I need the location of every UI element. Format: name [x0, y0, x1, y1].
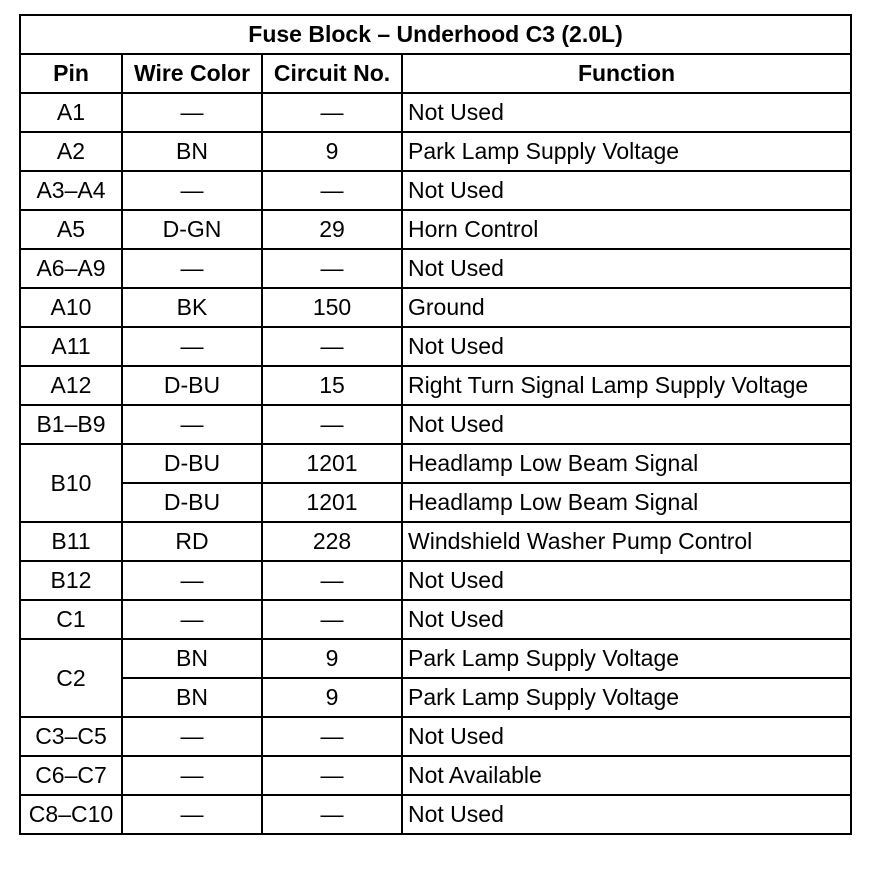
fuse-block-table: [19, 14, 852, 835]
function-cell: Park Lamp Supply Voltage: [402, 678, 851, 717]
function-cell: Ground: [402, 288, 851, 327]
function-cell: Headlamp Low Beam Signal: [402, 444, 851, 483]
wire-color-cell: —: [122, 171, 262, 210]
wire-color-cell: BN: [122, 639, 262, 678]
wire-color-cell: D-GN: [122, 210, 262, 249]
wire-color-cell: RD: [122, 522, 262, 561]
pin-cell: B12: [20, 561, 122, 600]
header-function: Function: [402, 54, 851, 93]
wire-color-cell: —: [122, 561, 262, 600]
circuit-no-cell: —: [262, 327, 402, 366]
function-cell: Right Turn Signal Lamp Supply Voltage: [402, 366, 851, 405]
table-row: [20, 171, 851, 210]
circuit-no-cell: —: [262, 171, 402, 210]
circuit-no-cell: —: [262, 600, 402, 639]
pin-cell: C6–C7: [20, 756, 122, 795]
circuit-no-cell: 9: [262, 639, 402, 678]
wire-color-cell: —: [122, 795, 262, 834]
pin-cell: A2: [20, 132, 122, 171]
table-row: [20, 327, 851, 366]
table-row: [20, 522, 851, 561]
table-row: [20, 444, 851, 483]
pin-cell: A1: [20, 93, 122, 132]
function-cell: Not Used: [402, 600, 851, 639]
pin-cell: A6–A9: [20, 249, 122, 288]
circuit-no-cell: —: [262, 717, 402, 756]
function-cell: Not Used: [402, 561, 851, 600]
function-cell: Not Available: [402, 756, 851, 795]
circuit-no-cell: 15: [262, 366, 402, 405]
circuit-no-cell: —: [262, 249, 402, 288]
header-wire-color: Wire Color: [122, 54, 262, 93]
table-row: [20, 639, 851, 678]
wire-color-cell: —: [122, 756, 262, 795]
header-circuit-no: Circuit No.: [262, 54, 402, 93]
wire-color-cell: —: [122, 600, 262, 639]
table-row: [20, 210, 851, 249]
function-cell: Not Used: [402, 405, 851, 444]
header-row: [20, 54, 851, 93]
circuit-no-cell: 1201: [262, 444, 402, 483]
pin-cell: C3–C5: [20, 717, 122, 756]
circuit-no-cell: 29: [262, 210, 402, 249]
circuit-no-cell: 228: [262, 522, 402, 561]
function-cell: Not Used: [402, 327, 851, 366]
table-row: [20, 678, 851, 717]
title-row: [20, 15, 851, 54]
header-pin: Pin: [20, 54, 122, 93]
function-cell: Not Used: [402, 93, 851, 132]
wire-color-cell: —: [122, 405, 262, 444]
circuit-no-cell: —: [262, 561, 402, 600]
function-cell: Headlamp Low Beam Signal: [402, 483, 851, 522]
table-row: [20, 366, 851, 405]
pin-cell: A12: [20, 366, 122, 405]
circuit-no-cell: 9: [262, 678, 402, 717]
function-cell: Horn Control: [402, 210, 851, 249]
wire-color-cell: —: [122, 93, 262, 132]
table-row: [20, 717, 851, 756]
function-cell: Not Used: [402, 249, 851, 288]
function-cell: Park Lamp Supply Voltage: [402, 132, 851, 171]
table-row: [20, 561, 851, 600]
circuit-no-cell: —: [262, 93, 402, 132]
pin-cell: A5: [20, 210, 122, 249]
table-row: [20, 249, 851, 288]
table-row: [20, 483, 851, 522]
pin-cell: A3–A4: [20, 171, 122, 210]
pin-cell: A11: [20, 327, 122, 366]
table-row: [20, 756, 851, 795]
wire-color-cell: D-BU: [122, 366, 262, 405]
pin-cell: B10: [20, 444, 122, 522]
pin-cell: A10: [20, 288, 122, 327]
wire-color-cell: —: [122, 717, 262, 756]
pin-cell: C8–C10: [20, 795, 122, 834]
function-cell: Not Used: [402, 171, 851, 210]
wire-color-cell: —: [122, 249, 262, 288]
function-cell: Windshield Washer Pump Control: [402, 522, 851, 561]
table-title: Fuse Block – Underhood C3 (2.0L): [20, 15, 851, 54]
table-row: [20, 600, 851, 639]
pin-cell: B11: [20, 522, 122, 561]
pin-cell: C2: [20, 639, 122, 717]
function-cell: Not Used: [402, 795, 851, 834]
wire-color-cell: D-BU: [122, 444, 262, 483]
circuit-no-cell: —: [262, 795, 402, 834]
table-row: [20, 132, 851, 171]
wire-color-cell: D-BU: [122, 483, 262, 522]
table-body: [20, 93, 851, 834]
pin-cell: B1–B9: [20, 405, 122, 444]
circuit-no-cell: 1201: [262, 483, 402, 522]
table-row: [20, 93, 851, 132]
function-cell: Park Lamp Supply Voltage: [402, 639, 851, 678]
wire-color-cell: —: [122, 327, 262, 366]
wire-color-cell: BN: [122, 678, 262, 717]
function-cell: Not Used: [402, 717, 851, 756]
wire-color-cell: BK: [122, 288, 262, 327]
circuit-no-cell: 150: [262, 288, 402, 327]
table-row: [20, 288, 851, 327]
pin-cell: C1: [20, 600, 122, 639]
table-row: [20, 405, 851, 444]
circuit-no-cell: —: [262, 756, 402, 795]
table-row: [20, 795, 851, 834]
circuit-no-cell: 9: [262, 132, 402, 171]
circuit-no-cell: —: [262, 405, 402, 444]
wire-color-cell: BN: [122, 132, 262, 171]
